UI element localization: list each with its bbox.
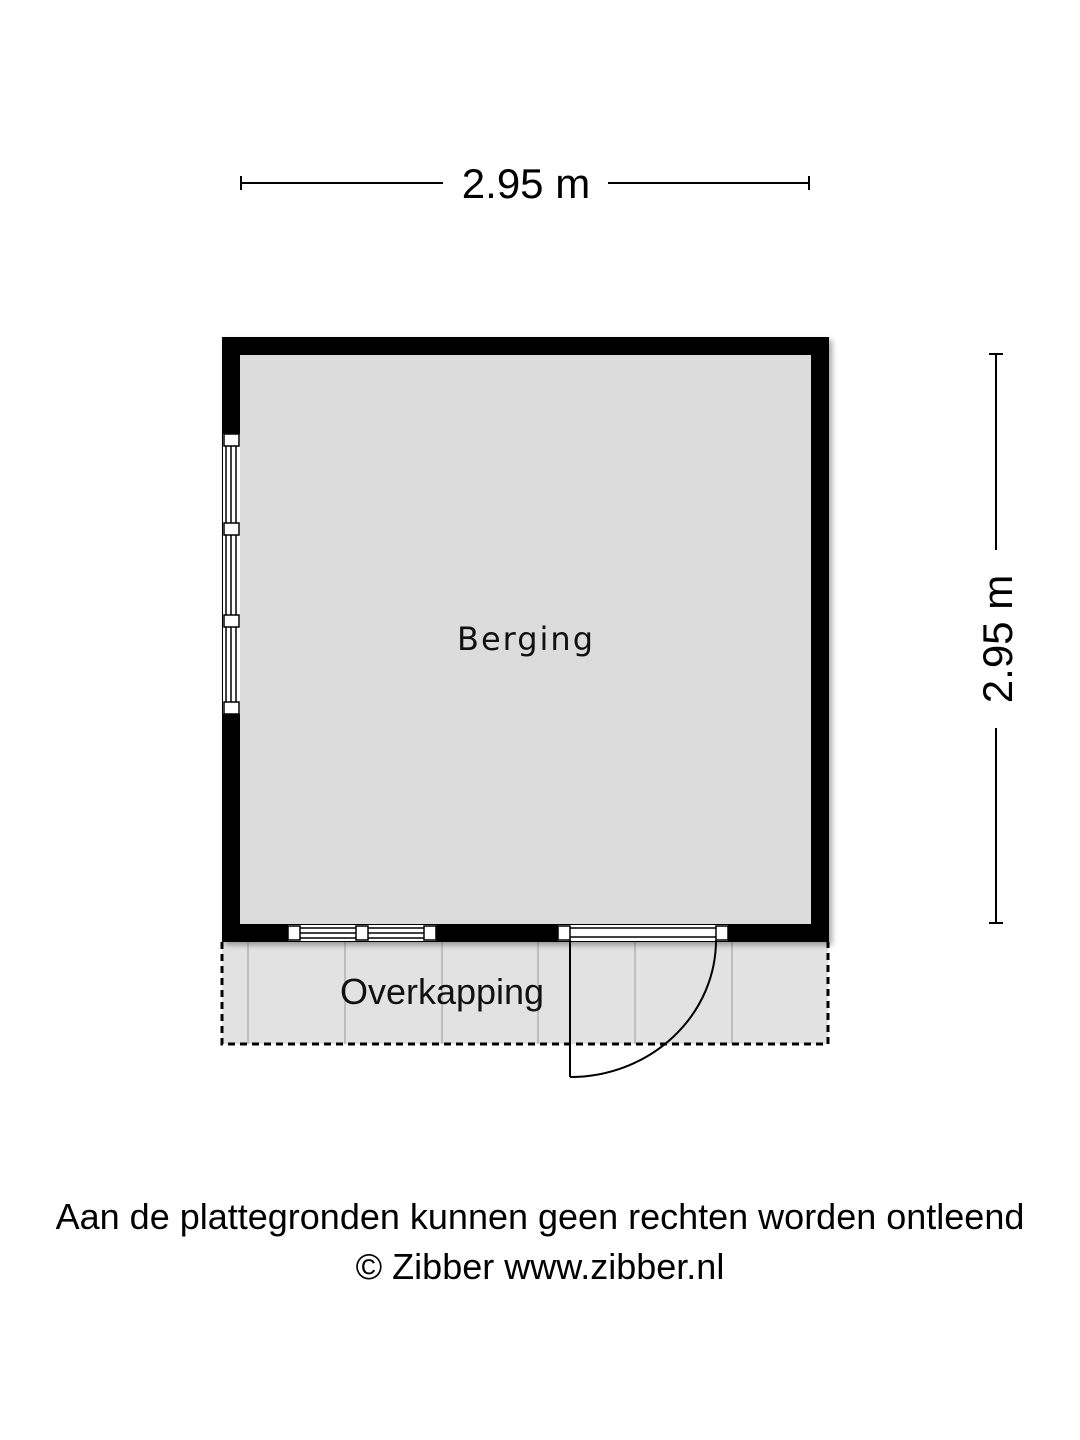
depth-dimension [974,354,1021,923]
disclaimer-text: Aan de plattegronden kunnen geen rechten worden ontleend [55,1196,1025,1237]
credit-text: © Zibber www.zibber.nl [355,1246,725,1287]
bottom-window [288,925,436,941]
depth-label: 2.95 m [974,574,1021,704]
width-label: 2.95 m [461,160,591,207]
left-window [223,434,240,714]
canopy-label: Overkapping [339,971,545,1012]
canopy-area [222,942,828,1044]
width-dimension [241,160,809,207]
footer [0,1192,1080,1292]
storage-label: Berging [456,620,596,658]
